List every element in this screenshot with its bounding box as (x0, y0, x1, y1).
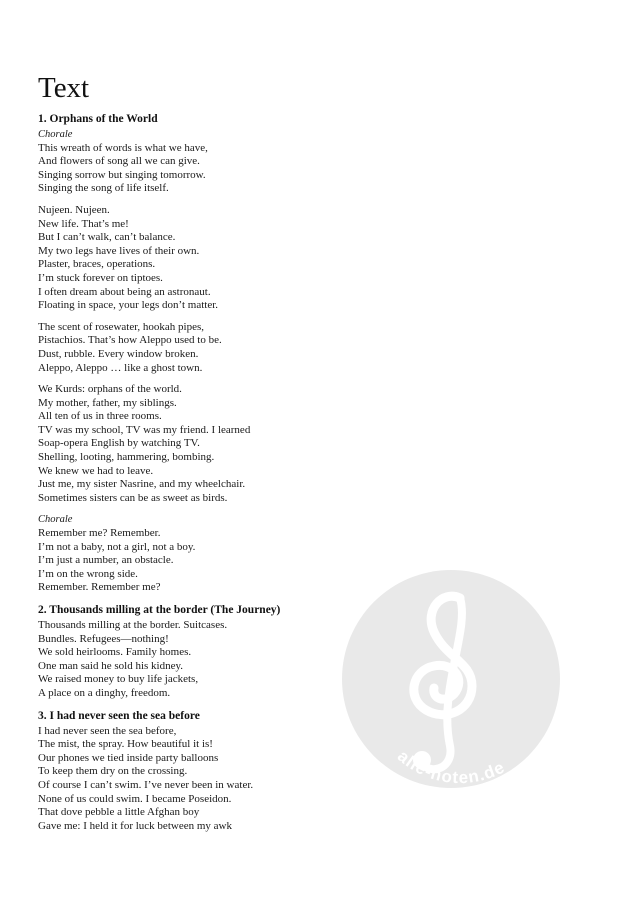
lyric-line: This wreath of words is what we have, (38, 141, 208, 154)
lyric-line: All ten of us in three rooms. (38, 410, 162, 423)
lyric-line: I’m stuck forever on tiptoes. (38, 271, 163, 284)
section-heading: 3. I had never seen the sea before (38, 709, 200, 722)
lyric-line: We Kurds: orphans of the world. (38, 383, 182, 396)
treble-clef-icon (342, 570, 560, 788)
lyric-line: Bundles. Refugees—nothing! (38, 632, 169, 645)
lyric-line: That dove pebble a little Afghan boy (38, 806, 200, 819)
lyric-line: Singing the song of life itself. (38, 182, 169, 195)
stanza (38, 204, 598, 313)
section-heading: 1. Orphans of the World (38, 113, 158, 125)
lyric-line: I’m on the wrong side. (38, 567, 138, 580)
lyrics-section (38, 112, 598, 595)
lyric-line: My two legs have lives of their own. (38, 244, 200, 257)
lyric-line: The mist, the spray. How beautiful it is! (38, 738, 213, 751)
lyric-line: And flowers of song all we can give. (38, 155, 200, 168)
lyric-line: I had never seen the sea before, (38, 724, 177, 737)
lyric-line: We raised money to buy life jackets, (38, 673, 199, 686)
page-title: Text (38, 72, 90, 104)
lyric-line: We sold heirlooms. Family homes. (38, 646, 192, 659)
stanza (38, 321, 598, 375)
lyric-line: New life. That’s me! (38, 217, 129, 230)
lyric-line: Plaster, braces, operations. (38, 258, 156, 271)
lyric-line: Sometimes sisters can be as sweet as birds. (38, 491, 228, 504)
section-heading: 2. Thousands milling at the border (The Journey) (38, 604, 281, 616)
lyric-line: Remember. Remember me? (38, 581, 161, 594)
lyric-line: TV was my school, TV was my friend. I learned (38, 423, 251, 436)
watermark-text: alle-noten.de (393, 746, 509, 788)
stanza (38, 128, 598, 196)
lyric-line: Shelling, looting, hammering, bombing. (38, 451, 215, 464)
stanza-label: Chorale (38, 514, 73, 526)
lyric-line: Just me, my sister Nasrine, and my wheelchair. (38, 478, 246, 491)
lyric-line: Gave me: I held it for luck between my awk (38, 819, 232, 832)
lyric-line: Floating in space, your legs don’t matter. (38, 299, 219, 312)
stanza-label: Chorale (38, 129, 73, 140)
lyric-line: Aleppo, Aleppo … like a ghost town. (38, 361, 203, 374)
lyric-line: Dust, rubble. Every window broken. (38, 347, 199, 360)
lyric-line: I’m just a number, an obstacle. (38, 554, 174, 567)
lyric-line: But I can’t walk, can’t balance. (38, 231, 176, 244)
lyric-line: Remember me? Remember. (38, 527, 161, 540)
lyric-line: To keep them dry on the crossing. (38, 765, 188, 778)
lyric-line: Singing sorrow but singing tomorrow. (38, 168, 206, 181)
stanza (38, 383, 598, 505)
lyric-line: My mother, father, my siblings. (38, 396, 177, 409)
lyric-line: Our phones we tied inside party balloons (38, 751, 219, 764)
lyric-line: The scent of rosewater, hookah pipes, (38, 320, 205, 333)
lyric-line: We knew we had to leave. (38, 464, 154, 477)
lyric-line: A place on a dinghy, freedom. (38, 686, 171, 699)
lyric-line: One man said he sold his kidney. (38, 659, 184, 672)
lyric-line: I’m not a baby, not a girl, not a boy. (38, 540, 196, 553)
watermark (342, 570, 560, 788)
lyric-line: I often dream about being an astronaut. (38, 285, 211, 298)
lyric-line: None of us could swim. I became Poseidon. (38, 792, 232, 805)
lyric-line: Pistachios. That’s how Aleppo used to be. (38, 334, 222, 347)
lyric-line: Thousands milling at the border. Suitcases. (38, 619, 228, 631)
lyric-line: Soap-opera English by watching TV. (38, 437, 200, 450)
lyric-line: Of course I can’t swim. I’ve never been in water. (38, 778, 254, 791)
lyric-line: Nujeen. Nujeen. (38, 203, 110, 216)
